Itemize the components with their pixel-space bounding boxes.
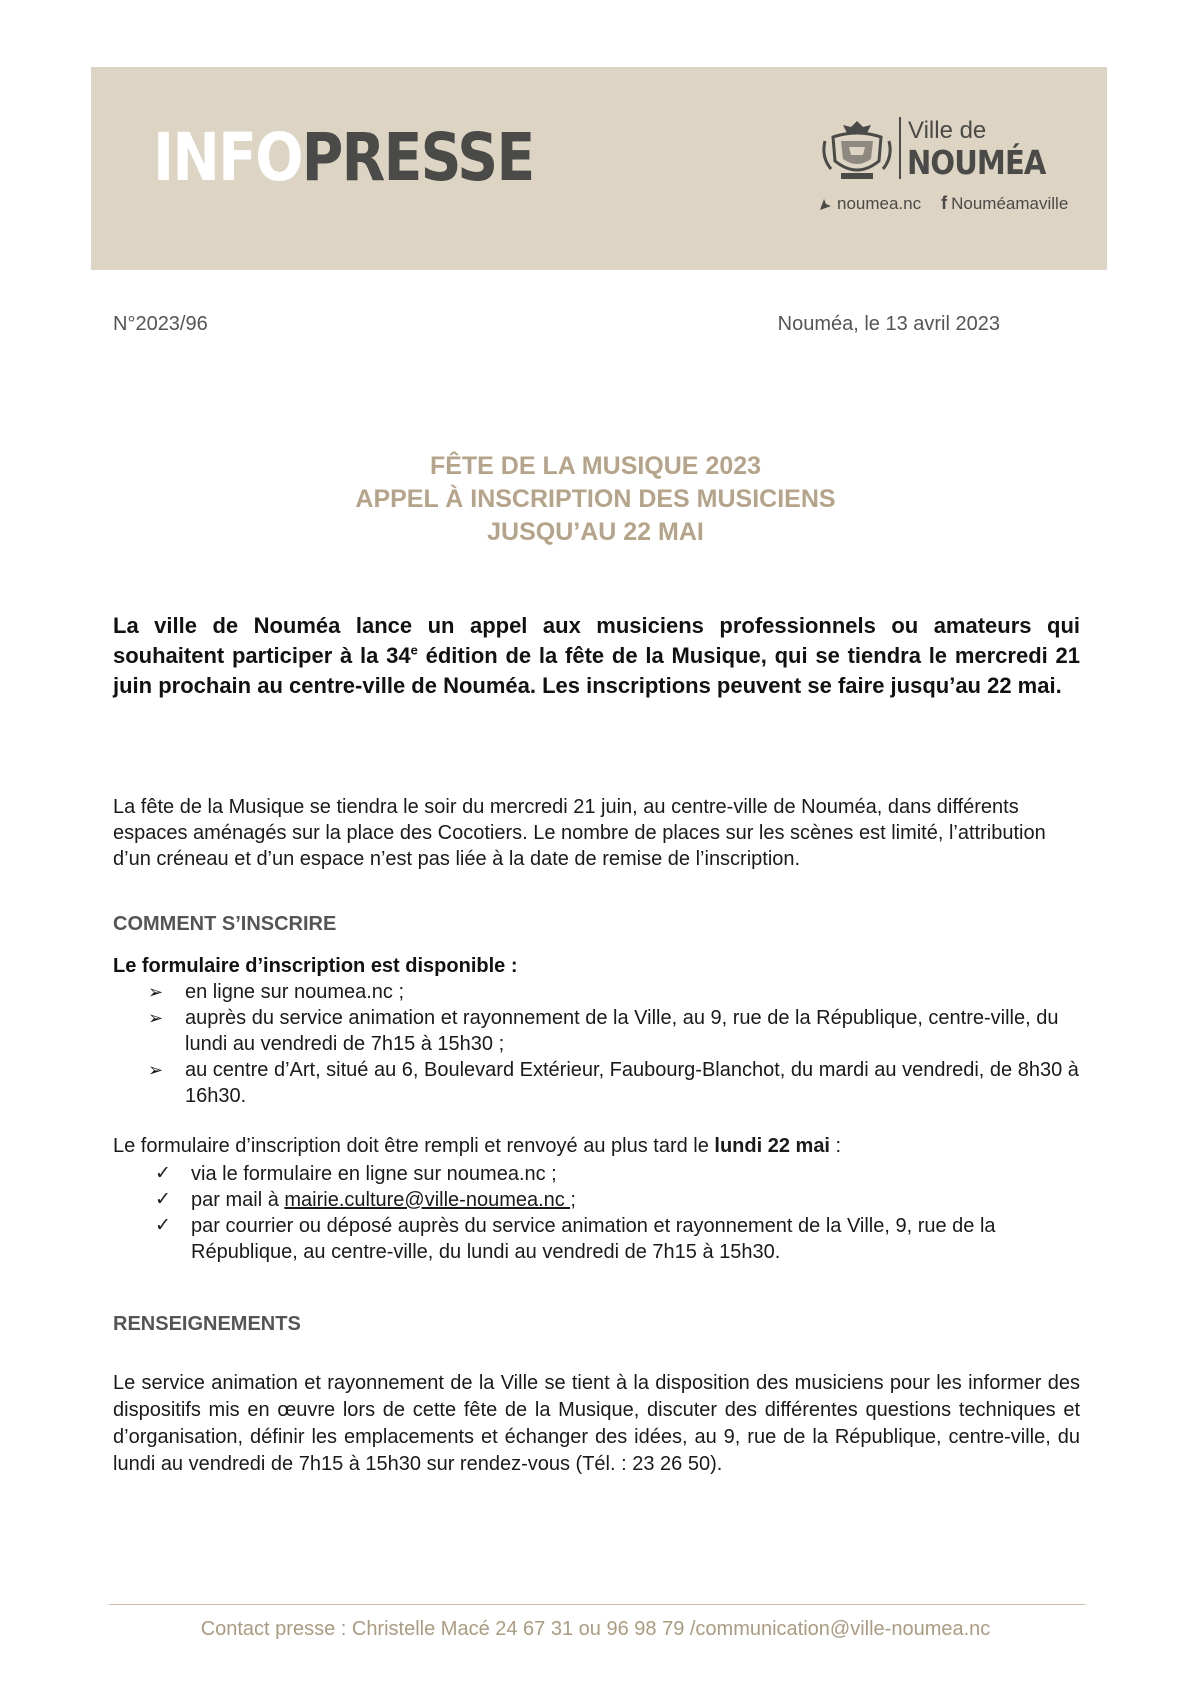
list-item-text: auprès du service animation et rayonnement de la Ville, au 9, rue de la République, centre-ville, du lundi au vendredi de 7h15 à 15h30 ; (185, 1007, 1059, 1055)
info-presse-wordmark (153, 119, 534, 196)
wordmark-info: INFO (153, 119, 302, 196)
header-banner (91, 67, 1107, 270)
deadline-date: lundi 22 mai (714, 1135, 830, 1157)
press-release-number: N°2023/96 (113, 313, 208, 335)
arrow-bullet-icon: ➢ (148, 982, 164, 1002)
logo-noumea: NOUMÉA (907, 143, 1046, 182)
list-item (113, 1005, 1088, 1057)
lead-part-2: édition de la fête de la Musique, qui se tiendra le mercredi 21 juin prochain au centre-ville de Nouméa. Les inscriptions peuvent se faire jusqu’au 22 mai. (113, 643, 1080, 698)
list-item (113, 1187, 1088, 1213)
checkmark-icon: ✓ (155, 1163, 171, 1184)
logo-ville-de: Ville de (908, 117, 987, 144)
checkmark-icon: ✓ (155, 1189, 171, 1210)
section-heading-renseignements: RENSEIGNEMENTS (113, 1313, 301, 1335)
facebook-icon: f (941, 193, 948, 213)
list-item (113, 1213, 1088, 1265)
list-item (113, 1057, 1088, 1109)
title-line-2: APPEL À INSCRIPTION DES MUSICIENS (355, 485, 836, 513)
logo-website: noumea.nc (837, 193, 922, 213)
logo-social-row (819, 193, 1068, 214)
footer-divider (109, 1604, 1085, 1605)
press-contact-footer: Contact presse : Christelle Macé 24 67 31 ou 96 98 79 /communication@ville-noumea.nc (200, 1618, 991, 1640)
deadline-end: : (830, 1135, 842, 1157)
wordmark-presse: PRESSE (301, 119, 534, 196)
form-availability-subheading: Le formulaire d’inscription est disponible : (113, 955, 518, 977)
method-mail: par courrier ou déposé auprès du service animation et rayonnement de la Ville, 9, rue de la République, au centre-ville, du lundi au vendredi de 7h15 à 15h30. (191, 1215, 996, 1263)
arrow-bullet-icon: ➢ (148, 1008, 164, 1028)
list-item-text: au centre d’Art, situé au 6, Boulevard Extérieur, Faubourg-Blanchot, du mardi au vendredi, de 8h30 à 16h30. (185, 1059, 1079, 1107)
logo-facebook-page: Nouméamaville (951, 193, 1069, 213)
title-line-3: JUSQU’AU 22 MAI (487, 518, 704, 546)
lead-paragraph (113, 611, 1080, 701)
page-title (0, 450, 1191, 549)
checkmark-icon: ✓ (155, 1215, 171, 1236)
availability-list (113, 979, 1088, 1109)
list-item (113, 1161, 1088, 1187)
title-line-1: FÊTE DE LA MUSIQUE 2023 (429, 452, 762, 480)
email-link[interactable]: mairie.culture@ville-noumea.nc ; (284, 1189, 576, 1211)
intro-paragraph: La fête de la Musique se tiendra le soir du mercredi 21 juin, au centre-ville de Nouméa, dans différents espaces aménagés sur la place des Cocotiers. Le nombre de places sur les scènes est limité, l’attribution d’un créneau et d’un espace n’est pas liée à la date de remise de l’inscription. (113, 796, 1046, 870)
lead-superscript: e (410, 642, 418, 658)
list-item-text: en ligne sur noumea.nc ; (185, 981, 405, 1003)
arrow-bullet-icon: ➢ (148, 1060, 164, 1080)
list-item (113, 979, 1088, 1005)
lead-part-1: La ville de Nouméa lance un appel aux musiciens professionnels ou amateurs qui souhaitent participer à la 34 (113, 613, 1080, 668)
deadline-text: Le formulaire d’inscription doit être rempli et renvoyé au plus tard le (113, 1135, 715, 1157)
coat-of-arms-icon (819, 117, 895, 183)
ville-de-noumea-logo (819, 117, 1069, 227)
cursor-arrow-icon (819, 197, 833, 211)
logo-separator (899, 117, 901, 179)
method-email-prefix: par mail à (191, 1189, 285, 1211)
place-and-date: Nouméa, le 13 avril 2023 (777, 313, 1000, 335)
section-heading-inscription: COMMENT S’INSCRIRE (113, 913, 337, 935)
method-online: via le formulaire en ligne sur noumea.nc ; (191, 1163, 557, 1185)
deadline-paragraph (113, 1133, 841, 1159)
submission-methods-list (113, 1161, 1088, 1265)
renseignements-paragraph: Le service animation et rayonnement de la Ville se tient à la disposition des musiciens pour les informer des dispositifs mis en œuvre lors de cette fête de la Musique, discuter des différentes questions techniques et d’organisation, définir les emplacements et échanger des idées, au 9, rue de la République, centre-ville, du lundi au vendredi de 7h15 à 15h30 sur rendez-vous (Tél. : 23 26 50). (113, 1372, 1080, 1475)
